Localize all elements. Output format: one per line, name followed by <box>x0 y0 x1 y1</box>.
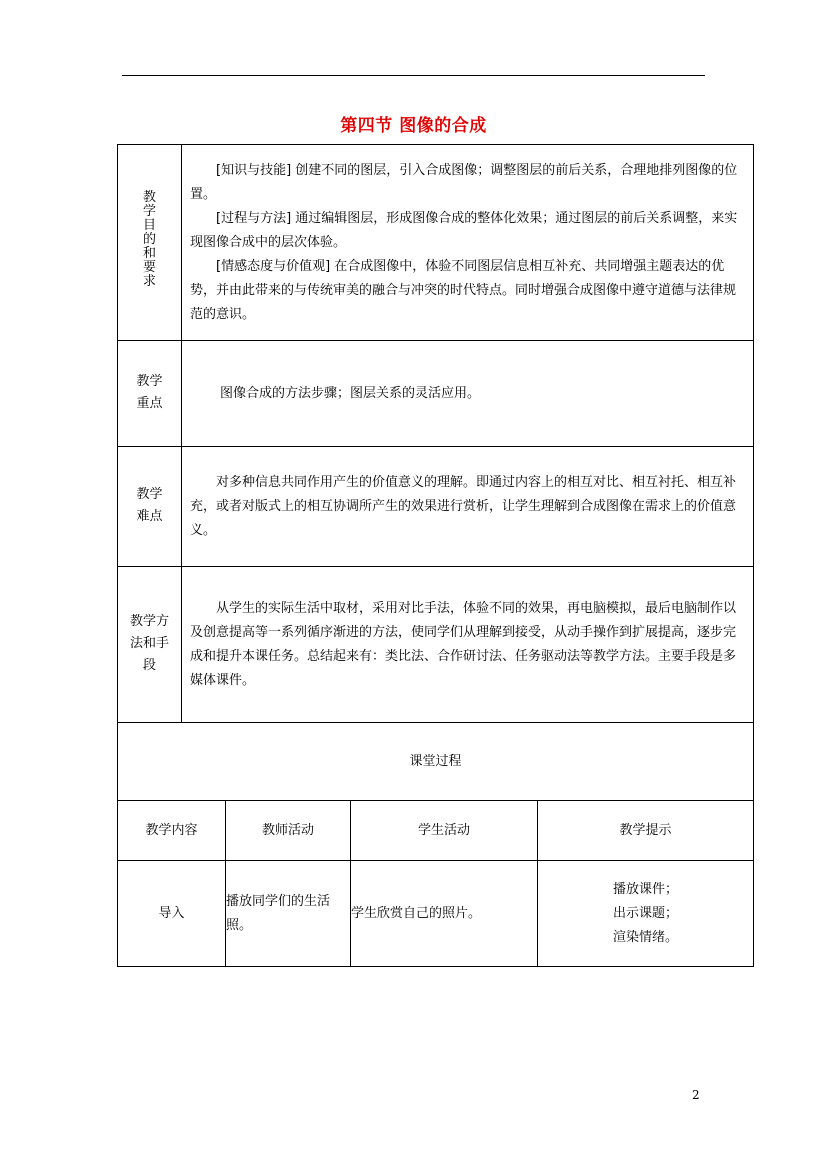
methods-text: 从学生的实际生活中取材，采用对比手法，体验不同的效果，再电脑模拟，最后电脑制作以及创意提高等一系列循序渐进的方法，使同学们从理解到接受，从动手操作到扩展提高，逐步完成和提升本课任务。总结起来有：类比法、合作研讨法、任务驱动法等教学方法。主要手段是多媒体课件。 <box>190 600 737 688</box>
process-section-row <box>118 723 754 801</box>
column-header-teacher: 教师活动 <box>226 801 351 861</box>
tip-item: 渲染情绪。 <box>613 929 679 945</box>
tip-item: 播放课件； <box>613 881 679 897</box>
objectives-label: 教学目的和要求 <box>142 190 156 289</box>
key-points-label: 教学 重点 <box>136 374 163 411</box>
difficulties-row <box>118 447 754 567</box>
header-rule <box>122 75 705 76</box>
objectives-process: [过程与方法] 通过编辑图层，形成图像合成的整体化效果；通过图层的前后关系调整，来实现图像合成中的层次体验。 <box>190 210 738 250</box>
column-header-tips: 教学提示 <box>538 801 754 861</box>
key-points-label-cell <box>118 341 182 447</box>
page-number: 2 <box>692 1088 700 1102</box>
key-points-text: 图像合成的方法步骤；图层关系的灵活应用。 <box>220 385 481 401</box>
methods-label-cell <box>118 567 182 723</box>
key-points-row <box>118 341 754 447</box>
lesson-plan-table <box>117 144 754 967</box>
objectives-attitude: [情感态度与价值观] 在合成图像中，体验不同图层信息相互补充、共同增强主题表达的优势，并由此带来的与传统审美的融合与冲突的时代特点。同时增强合成图像中遵守道德与法律规范的意识。 <box>190 258 737 322</box>
objectives-content <box>182 145 754 341</box>
row-teacher-activity: 播放同学们的生活照。 <box>226 861 351 967</box>
column-header-student: 学生活动 <box>351 801 538 861</box>
row-content: 导入 <box>118 861 226 967</box>
key-points-content <box>182 341 754 447</box>
document-title: 第四节 图像的合成 <box>340 116 487 136</box>
methods-label: 教学方法和手段 <box>129 614 169 673</box>
row-student-activity: 学生欣赏自己的照片。 <box>351 861 538 967</box>
row-tips <box>538 861 754 967</box>
process-header-row <box>118 801 754 861</box>
difficulties-label: 教学 难点 <box>136 487 163 524</box>
tip-item: 出示课题； <box>613 905 679 921</box>
tips-list <box>613 878 678 950</box>
table-row <box>118 861 754 967</box>
methods-content <box>182 567 754 723</box>
difficulties-content <box>182 447 754 567</box>
process-section-title: 课堂过程 <box>118 723 754 801</box>
objectives-knowledge: [知识与技能] 创建不同的图层，引入合成图像；调整图层的前后关系，合理地排列图像的位置。 <box>190 162 738 202</box>
difficulties-label-cell <box>118 447 182 567</box>
objectives-label-cell <box>118 145 182 341</box>
methods-row <box>118 567 754 723</box>
objectives-row <box>118 145 754 341</box>
column-header-content: 教学内容 <box>118 801 226 861</box>
difficulties-text: 对多种信息共同作用产生的价值意义的理解。即通过内容上的相互对比、相互衬托、相互补充，或者对版式上的相互协调所产生的效果进行赏析，让学生理解到合成图像在需求上的价值意义。 <box>190 474 737 538</box>
